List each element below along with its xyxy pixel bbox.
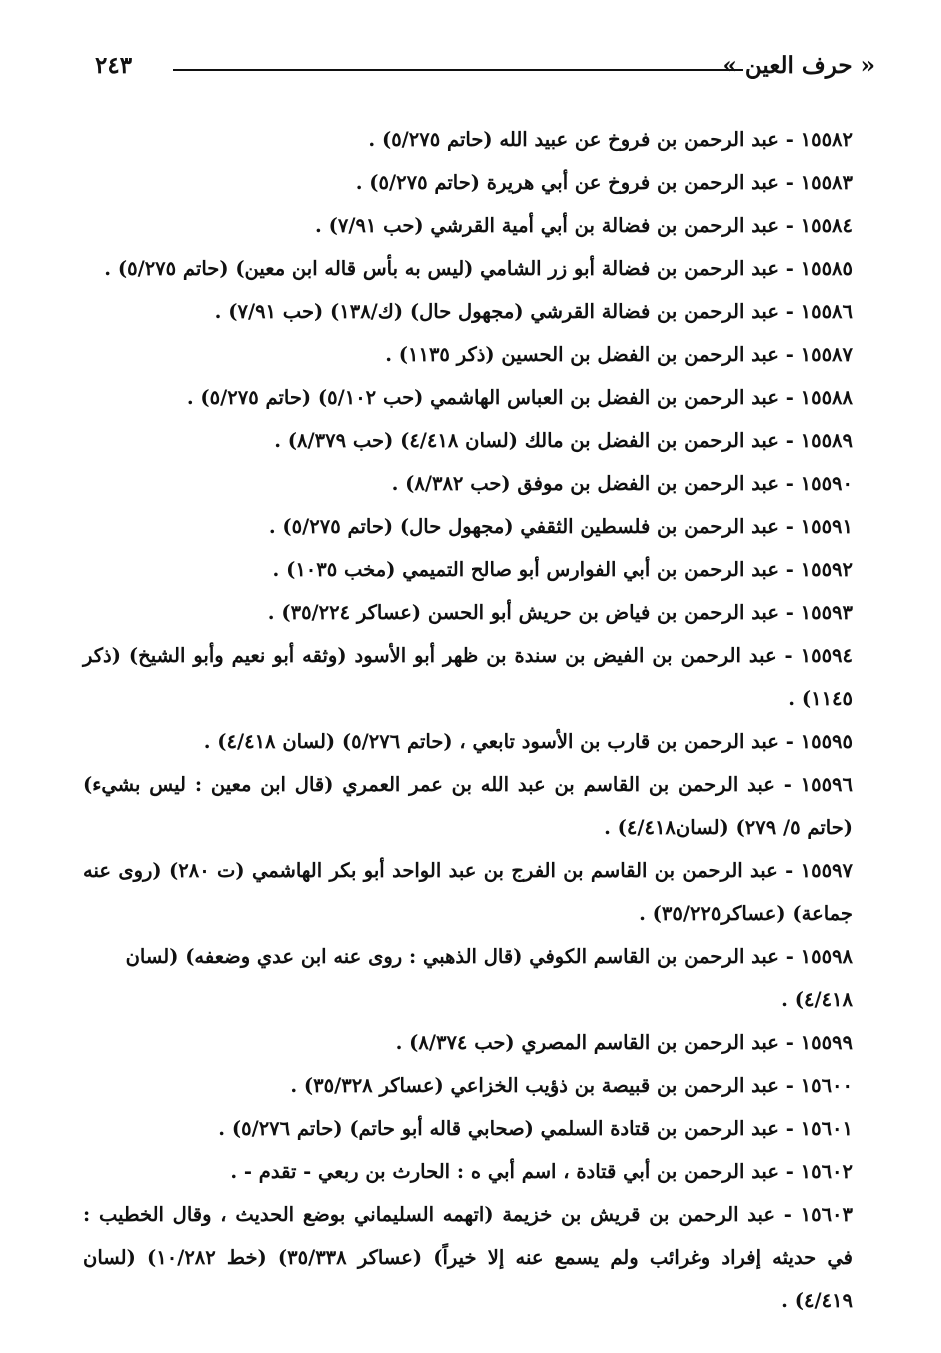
entry-text: عبد الرحمن بن الفضل بن العباس الهاشمي (حب ٥/١٠٢) (حاتم ٥/٢٧٥) . — [186, 386, 779, 409]
entry-text: عبد الرحمن بن فضالة القرشي (مجهول حال) (ك/١٣٨) (حب ٧/٩١) . — [214, 300, 779, 323]
entry-number: ١٥٥٩٢ — [800, 558, 853, 581]
entry-number: ١٥٥٩٣ — [800, 601, 853, 624]
entry: ١٥٥٨٣ - عبد الرحمن بن فروخ عن أبي هريرة (حاتم ٥/٢٧٥) . — [355, 171, 853, 194]
entry-number: ١٥٥٩٦ — [800, 773, 853, 796]
entry: ١٥٥٨٢ - عبد الرحمن بن فروخ عن عبيد الله (حاتم ٥/٢٧٥) . — [368, 128, 853, 151]
entry-text: عبد الرحمن بن الفيض بن سندة بن ظهر أبو الأسود (وثقه أبو نعيم وأبو الشيخ) (ذكر ١١٤٥) . — [83, 644, 853, 710]
entry-number: ١٥٥٩٠ — [800, 472, 853, 495]
entry-number: ١٥٥٩٧ — [800, 859, 853, 882]
entry: ١٥٦٠٢ - عبد الرحمن بن أبي قتادة ، اسم أبي ه : الحارث بن ربعي - تقدم - . — [230, 1160, 853, 1183]
entry: ١٥٥٨٦ - عبد الرحمن بن فضالة القرشي (مجهول حال) (ك/١٣٨) (حب ٧/٩١) . — [214, 300, 853, 323]
entry-number: ١٥٥٨٤ — [800, 214, 853, 237]
entry-number: ١٥٥٨٧ — [800, 343, 853, 366]
entry: ١٥٦٠١ - عبد الرحمن بن قتادة السلمي (صحابي قاله أبو حاتم) (حاتم ٥/٢٧٦) . — [218, 1117, 853, 1140]
entry: ١٥٥٩٩ - عبد الرحمن بن القاسم المصري (حب ٨/٣٧٤) . — [395, 1031, 853, 1054]
entry-text: عبد الرحمن بن القاسم بن الفرج بن عبد الواحد أبو بكر الهاشمي (ت ٢٨٠) (روى عنه جماعة) (عساكر٣٥/٢٢٥) . — [83, 859, 853, 925]
entry-text: عبد الرحمن بن القاسم الكوفي (قال الذهبي : روى عنه ابن عدي وضعفه) (لسان ٤/٤١٨) . — [125, 945, 853, 1011]
chapter-title: « حرف العين » — [722, 52, 875, 79]
entry: ١٥٥٨٤ - عبد الرحمن بن فضالة بن أبي أمية القرشي (حب ٧/٩١) . — [315, 214, 853, 237]
page-header — [95, 52, 875, 92]
entry: ١٥٥٩٦ - عبد الرحمن بن القاسم بن عبد الله بن عمر العمري (قال ابن معين : ليس بشيء) (حاتم ٥/ ٢٧٩) (لسان٤/٤١٨) . — [83, 773, 853, 839]
entry-number: ١٥٦٠٢ — [800, 1160, 853, 1183]
entry-text: عبد الرحمن بن قتادة السلمي (صحابي قاله أبو حاتم) (حاتم ٥/٢٧٦) . — [218, 1117, 779, 1140]
entry-number: ١٥٥٩١ — [800, 515, 853, 538]
entry-text: عبد الرحمن بن الفضل بن مالك (لسان ٤/٤١٨) (حب ٨/٣٧٩) . — [274, 429, 779, 452]
entry: ١٥٥٩٢ - عبد الرحمن بن أبي الفوارس أبو صالح التميمي (مخب ١٠٣٥) . — [272, 558, 853, 581]
entry-number: ١٥٦٠٣ — [800, 1203, 854, 1226]
entry: ١٥٦٠٠ - عبد الرحمن بن قبيصة بن ذؤيب الخزاعي (عساكر ٣٥/٣٢٨) . — [290, 1074, 853, 1097]
entry-number: ١٥٥٨٥ — [800, 257, 853, 280]
entry: ١٥٥٩٨ - عبد الرحمن بن القاسم الكوفي (قال الذهبي : روى عنه ابن عدي وضعفه) (لسان ٤/٤١٨) . — [125, 945, 853, 1011]
entry: ١٥٥٩٣ - عبد الرحمن بن فياض بن حريش أبو الحسن (عساكر ٣٥/٢٢٤) . — [267, 601, 853, 624]
entry-number: ١٥٦٠١ — [800, 1117, 853, 1140]
entry-number: ١٥٥٨٣ — [800, 171, 853, 194]
entry-text: عبد الرحمن بن فروخ عن أبي هريرة (حاتم ٥/٢٧٥) . — [355, 171, 779, 194]
header-rule — [173, 69, 743, 71]
entry-text: عبد الرحمن بن فياض بن حريش أبو الحسن (عساكر ٣٥/٢٢٤) . — [267, 601, 779, 624]
entry: ١٥٥٨٧ - عبد الرحمن بن الفضل بن الحسين (ذكر ١١٣٥) . — [385, 343, 853, 366]
entry-text: عبد الرحمن بن فضالة بن أبي أمية القرشي (حب ٧/٩١) . — [315, 214, 779, 237]
entry-number: ١٥٥٨٢ — [800, 128, 853, 151]
entry-text: عبد الرحمن بن فلسطين الثقفي (مجهول حال) (حاتم ٥/٢٧٥) . — [268, 515, 779, 538]
entry: ١٥٥٩٥ - عبد الرحمن بن قارب بن الأسود تابعي ، (حاتم ٥/٢٧٦) (لسان ٤/٤١٨) . — [203, 730, 853, 753]
entry-number: ١٥٥٩٩ — [800, 1031, 853, 1054]
entry-number: ١٥٥٩٨ — [800, 945, 853, 968]
entry-list — [83, 118, 853, 1322]
entry-text: عبد الرحمن بن الفضل بن موفق (حب ٨/٣٨٢) . — [391, 472, 779, 495]
entry-number: ١٥٥٩٥ — [800, 730, 853, 753]
entry-text: عبد الرحمن بن فضالة أبو زر الشامي (ليس به بأس قاله ابن معين) (حاتم ٥/٢٧٥) . — [104, 257, 779, 280]
entry-text: عبد الرحمن بن القاسم بن عبد الله بن عمر العمري (قال ابن معين : ليس بشيء) (حاتم ٥/ ٢٧٩) (لسان٤/٤١٨) . — [83, 773, 853, 839]
entry-text: عبد الرحمن بن فروخ عن عبيد الله (حاتم ٥/٢٧٥) . — [368, 128, 779, 151]
entry: ١٥٦٠٣ - عبد الرحمن بن قريش بن خزيمة (اتهمه السليماني بوضع الحديث ، وقال الخطيب : في حديثه إفراد وغرائب ولم يسمع عنه إلا خيراً) (عساكر ٣٥/٣٣٨) (خط ١٠/٢٨٢) (لسان ٤/٤١٩) . — [83, 1203, 854, 1312]
entry-number: ١٥٥٩٤ — [800, 644, 853, 667]
entry-number: ١٥٥٨٦ — [800, 300, 853, 323]
entry: ١٥٥٨٩ - عبد الرحمن بن الفضل بن مالك (لسان ٤/٤١٨) (حب ٨/٣٧٩) . — [274, 429, 853, 452]
entry-text: عبد الرحمن بن أبي الفوارس أبو صالح التميمي (مخب ١٠٣٥) . — [272, 558, 779, 581]
entry-text: عبد الرحمن بن أبي قتادة ، اسم أبي ه : الحارث بن ربعي - تقدم - . — [230, 1160, 779, 1183]
entry-text: عبد الرحمن بن الفضل بن الحسين (ذكر ١١٣٥) . — [385, 343, 779, 366]
entry-number: ١٥٦٠٠ — [800, 1074, 853, 1097]
entry-text: عبد الرحمن بن القاسم المصري (حب ٨/٣٧٤) . — [395, 1031, 779, 1054]
entry-text: عبد الرحمن بن قارب بن الأسود تابعي ، (حاتم ٥/٢٧٦) (لسان ٤/٤١٨) . — [203, 730, 779, 753]
entry: ١٥٥٩٧ - عبد الرحمن بن القاسم بن الفرج بن عبد الواحد أبو بكر الهاشمي (ت ٢٨٠) (روى عنه جماعة) (عساكر٣٥/٢٢٥) . — [83, 859, 853, 925]
entry-text: عبد الرحمن بن قبيصة بن ذؤيب الخزاعي (عساكر ٣٥/٣٢٨) . — [290, 1074, 779, 1097]
entry-text: عبد الرحمن بن قريش بن خزيمة (اتهمه السليماني بوضع الحديث ، وقال الخطيب : في حديثه إفراد وغرائب ولم يسمع عنه إلا خيراً) (عساكر ٣٥/٣٣٨) (خط ١٠/٢٨٢) (لسان ٤/٤١٩) . — [83, 1203, 853, 1312]
page-number: ٢٤٣ — [95, 52, 133, 79]
entry-number: ١٥٥٨٨ — [800, 386, 853, 409]
entry-number: ١٥٥٨٩ — [800, 429, 853, 452]
entry: ١٥٥٩١ - عبد الرحمن بن فلسطين الثقفي (مجهول حال) (حاتم ٥/٢٧٥) . — [268, 515, 853, 538]
entry: ١٥٥٩٠ - عبد الرحمن بن الفضل بن موفق (حب ٨/٣٨٢) . — [391, 472, 853, 495]
entry: ١٥٥٩٤ - عبد الرحمن بن الفيض بن سندة بن ظهر أبو الأسود (وثقه أبو نعيم وأبو الشيخ) (ذكر ١١٤٥) . — [83, 644, 853, 710]
entry: ١٥٥٨٥ - عبد الرحمن بن فضالة أبو زر الشامي (ليس به بأس قاله ابن معين) (حاتم ٥/٢٧٥) . — [104, 257, 853, 280]
entry: ١٥٥٨٨ - عبد الرحمن بن الفضل بن العباس الهاشمي (حب ٥/١٠٢) (حاتم ٥/٢٧٥) . — [186, 386, 853, 409]
